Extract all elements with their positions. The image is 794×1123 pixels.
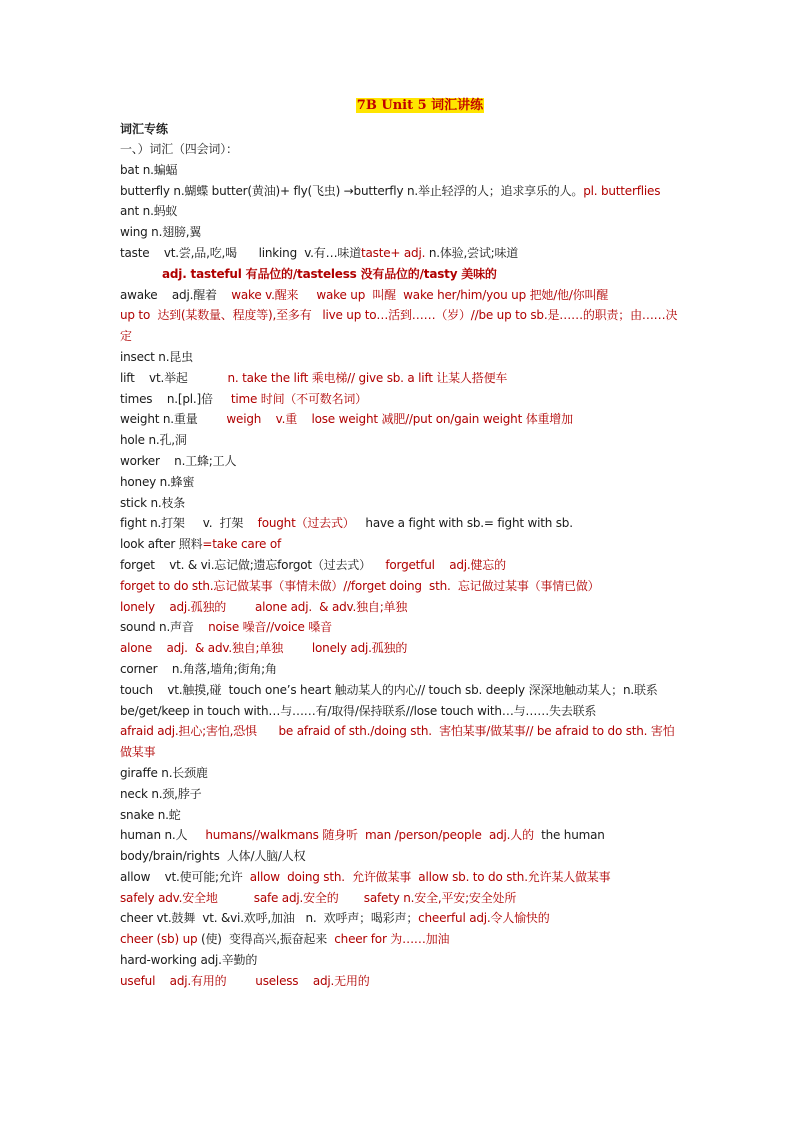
vocab-line: [120, 929, 680, 950]
vocab-line: [120, 493, 680, 514]
vocab-text: human n.人: [120, 828, 206, 843]
vocab-note: forgetful adj.健忘的: [385, 557, 506, 572]
vocab-line: [120, 825, 680, 846]
vocab-line: [120, 763, 680, 784]
vocab-line: [120, 721, 680, 763]
document-page: [120, 96, 680, 992]
vocab-line: [120, 846, 680, 867]
vocab-line: [120, 950, 680, 971]
document-title: [160, 96, 680, 116]
vocab-text: ant n.蚂蚁: [120, 204, 178, 219]
vocab-note: n. take the lift 乘电梯// give sb. a lift 让某人搭便车: [227, 370, 508, 385]
vocab-line: [120, 534, 680, 555]
vocab-text: giraffe n.长颈鹿: [120, 765, 208, 780]
title-text: 7B Unit 5 词汇讲练: [356, 98, 484, 113]
vocab-note: allow doing sth. 允许做某事 allow sb. to do sth.允许某人做某事: [249, 869, 611, 884]
vocab-line: [120, 160, 680, 181]
vocab-note: alone adj. & adv.独自;单独 lonely adj.孤独的: [120, 641, 408, 656]
vocab-text: corner n.角落,墙角;街角;角: [120, 661, 277, 676]
vocab-text: awake adj.醒着: [120, 287, 232, 302]
vocab-text: look after 照料: [120, 537, 203, 552]
vocab-line: [120, 368, 680, 389]
vocab-note: pl. butterflies: [583, 183, 661, 198]
vocab-note: taste+ adj.: [361, 245, 429, 260]
vocab-text: times n.[pl.]倍: [120, 391, 231, 406]
vocab-line: [120, 908, 680, 929]
vocab-line: [120, 617, 680, 638]
vocab-line: [120, 867, 680, 888]
vocab-text: cheer vt.鼓舞 vt. &vi.欢呼,加油 n. 欢呼声；喝彩声；: [120, 911, 419, 926]
vocab-note: adj. tasteful 有品位的/tasteless 没有品位的/tasty 美味的: [162, 266, 497, 281]
vocab-line: [120, 638, 680, 659]
vocab-line: [120, 971, 680, 992]
vocab-text: bat n.蝙蝠: [120, 162, 178, 177]
vocab-line: [120, 784, 680, 805]
vocab-text: stick n.枝条: [120, 495, 186, 510]
vocab-line: [120, 513, 680, 534]
vocab-text: hole n.孔,洞: [120, 433, 187, 448]
vocab-line: [120, 222, 680, 243]
vocab-text: (使) 变得高兴,振奋起来: [201, 932, 335, 947]
vocab-line: [120, 430, 680, 451]
vocab-text: lift vt.举起: [120, 370, 228, 385]
vocab-line: [120, 451, 680, 472]
vocab-line: [120, 888, 680, 909]
vocab-note: time 时间（不可数名词）: [230, 391, 367, 406]
vocab-text: fight n.打架 v. 打架: [120, 516, 258, 531]
vocab-text: wing n.翅膀,翼: [120, 225, 202, 240]
vocab-line: [120, 680, 680, 722]
vocab-text: worker n.工蜂;工人: [120, 453, 237, 468]
vocab-note: weigh v.重 lose weight 减肥//put on/gain weight 体重增加: [226, 412, 573, 427]
vocab-line: [120, 409, 680, 430]
vocab-text: have a fight with sb.= fight with sb.: [354, 516, 573, 531]
vocab-text: body/brain/rights 人体/人脑/人权: [120, 849, 306, 864]
vocab-line: [120, 305, 680, 347]
vocab-note: humans//walkmans 随身听 man /person/people adj.人的: [205, 828, 534, 843]
vocab-text: sound n.声音: [120, 620, 209, 635]
vocab-text: allow vt.使可能;允许: [120, 869, 250, 884]
vocab-line: [120, 576, 680, 597]
vocab-line: [120, 201, 680, 222]
vocab-text: forget vt. & vi.忘记做;遗忘forgot（过去式）: [120, 557, 386, 572]
vocab-text: n.体验,尝试;味道: [428, 245, 519, 260]
vocab-line: [120, 389, 680, 410]
vocab-line: [120, 243, 680, 264]
vocab-note: fought（过去式）: [257, 516, 355, 531]
vocab-note: wake v.醒来 wake up 叫醒 wake her/him/you up 把她/他/你叫醒: [231, 287, 609, 302]
vocab-note: cheer (sb) up: [120, 932, 202, 947]
vocab-text: touch vt.触摸,碰 touch one’s heart 触动某人的内心// touch sb. deeply 深深地触动某人；n.联系 be/get/keep in touch with…与……有/取得/保持联系//lose touch with…与……失去联系: [120, 682, 665, 718]
vocab-note: cheerful adj.令人愉快的: [418, 911, 550, 926]
vocab-line: [120, 555, 680, 576]
vocab-note: useful adj.有用的 useless adj.无用的: [120, 973, 370, 988]
vocab-text: butterfly n.蝴蝶 butter(黄油)+ fly(飞虫) →butterfly n.举止轻浮的人；追求享乐的人。: [120, 183, 584, 198]
vocab-line: [120, 659, 680, 680]
subheading: 一、）词汇（四会词）：: [120, 142, 238, 156]
vocab-note: cheer for 为……加油: [334, 932, 450, 947]
vocab-text: weight n.重量: [120, 412, 227, 427]
vocab-line: [120, 285, 680, 306]
vocab-text: neck n.颈,脖子: [120, 786, 202, 801]
vocab-line: [120, 347, 680, 368]
vocab-text: the human: [533, 828, 605, 843]
vocab-text: hard-working adj.辛勤的: [120, 953, 258, 968]
vocab-text: insect n.昆虫: [120, 349, 193, 364]
vocab-line: [120, 472, 680, 493]
vocab-line: [120, 181, 680, 202]
vocab-line: [120, 264, 680, 285]
vocab-note: forget to do sth.忘记做某事（事情未做）//forget doing sth. 忘记做过某事（事情已做）: [120, 578, 600, 593]
vocab-text: snake n.蛇: [120, 807, 181, 822]
vocab-list: [120, 160, 680, 992]
vocab-line: [120, 805, 680, 826]
vocab-note: up to 达到(某数量、程度等),至多有 live up to…活到……（岁）//be up to sb.是……的职责；由……决定: [120, 308, 678, 344]
vocab-line: [120, 597, 680, 618]
vocab-note: lonely adj.孤独的 alone adj. & adv.独自;单独: [120, 599, 408, 614]
vocab-note: =take care of: [202, 537, 282, 552]
vocab-note: safely adv.安全地 safe adj.安全的 safety n.安全,平安;安全处所: [120, 890, 517, 905]
vocab-note: noise 噪音//voice 嗓音: [208, 620, 332, 635]
vocab-text: taste vt.尝,品,吃,喝 linking v.有…味道: [120, 245, 362, 260]
vocab-text: honey n.蜂蜜: [120, 474, 195, 489]
vocab-note: afraid adj.担心;害怕,恐惧 be afraid of sth./doing sth. 害怕某事/做某事// be afraid to do sth. 害怕做某事: [120, 724, 675, 760]
section-heading: 词汇专练: [120, 122, 169, 136]
